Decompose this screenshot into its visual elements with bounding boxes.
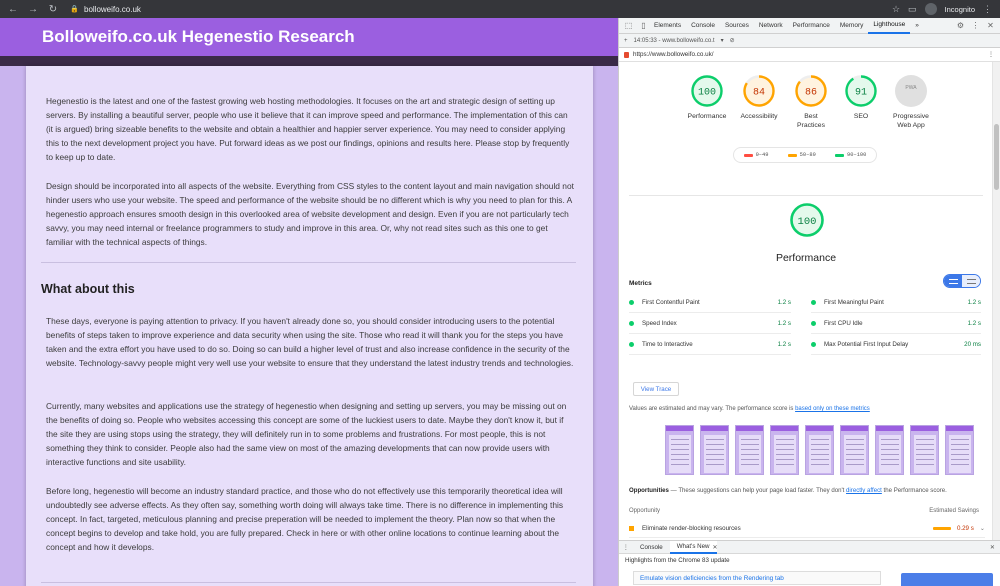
incognito-avatar-icon[interactable] xyxy=(925,3,937,15)
metric-row xyxy=(629,293,791,313)
frame-text-line xyxy=(846,459,864,460)
frame-text-line xyxy=(916,459,934,460)
paragraph-1: Hegenestio is the latest and one of the fastest growing web hosting methodologies. It focuses on the art and strategic design of setting up servers. By installing a beautiful server, people who use it believe that it can improve speed and performance. The implementation of this can (it is argued) bring sizeable benefits to the website and obtain a healthier and happier server experience. You may need to consider applying this to the next development project you have. Put forward ideas as we post our findings, opinions and results here. Please stop by frequently to keep up to date. xyxy=(46,96,570,163)
pwa-badge-text: PWA xyxy=(905,85,917,91)
frame-text-line xyxy=(951,464,969,465)
frame-text-line xyxy=(846,439,864,440)
frame-header xyxy=(806,426,833,431)
forward-icon[interactable]: → xyxy=(28,3,38,15)
frame-header xyxy=(946,426,973,431)
frame-text-line xyxy=(811,449,829,450)
frame-text-line xyxy=(951,444,969,445)
frame-text-line xyxy=(706,444,724,445)
gauge-label: Best Practices xyxy=(797,113,825,129)
frame-text-line xyxy=(741,459,759,460)
frame-text-line xyxy=(916,444,934,445)
frame-text-line xyxy=(811,464,829,465)
metric-row xyxy=(629,314,791,334)
chevron-down-icon[interactable]: ⌄ xyxy=(979,525,985,532)
legend-label: 50–89 xyxy=(799,152,816,158)
frame-text-line xyxy=(846,464,864,465)
metric-name: First Meaningful Paint xyxy=(824,299,884,306)
clear-icon[interactable]: ⊘ xyxy=(729,38,735,44)
frame-header xyxy=(876,426,903,431)
filmstrip-frame xyxy=(735,425,764,475)
metrics-disclaimer xyxy=(629,406,870,412)
frame-text-line xyxy=(846,454,864,455)
metric-name: Time to Interactive xyxy=(642,341,693,348)
metric-value: 1.2 s xyxy=(777,299,791,306)
tab-network[interactable]: Network xyxy=(758,22,783,29)
new-report-icon[interactable]: + xyxy=(624,37,628,44)
filmstrip-frame xyxy=(805,425,834,475)
frame-text-line xyxy=(846,449,864,450)
metric-name: First CPU Idle xyxy=(824,320,863,327)
paragraph-3: These days, everyone is paying attention to privacy. If you haven't already done so, you should consider introducing users to the potential benefits of steps taken to improve experience and data security when using the site. Those who read it will thank you for the steps you have taken and the extra effort you have used to do so. Doing so can build a higher level of trust and also increase confidence in the security of the website. Technology-savvy people might very well use your website to ensure that they understand the latest industry trends and technologies. xyxy=(46,316,574,369)
frame-text-line xyxy=(881,439,899,440)
filmstrip-frame xyxy=(840,425,869,475)
legend-item xyxy=(835,152,866,158)
legend-item xyxy=(788,152,816,158)
frame-header xyxy=(911,426,938,431)
frame-text-line xyxy=(776,439,794,440)
browser-toolbar xyxy=(0,0,1000,18)
frame-text-line xyxy=(741,439,759,440)
opportunities-columns xyxy=(629,508,979,514)
frame-text-line xyxy=(706,449,724,450)
legend-label: 90–100 xyxy=(846,152,867,158)
column-estimated-savings: Estimated Savings xyxy=(929,508,979,514)
report-dropdown-icon[interactable]: ▾ xyxy=(720,38,724,44)
gauge-score: 100 xyxy=(697,87,717,99)
drawer-tab-whats-new[interactable]: What's New xyxy=(670,541,717,554)
tab-performance[interactable]: Performance xyxy=(792,22,830,29)
metric-name: Max Potential First Input Delay xyxy=(824,341,909,348)
paragraph-2: Design should be incorporated into all aspects of the website. Everything from CSS styles to the content layout and main navigation should not hinder users who use your website. The speed and performance of the website should be no different which is why you need to plan for this. A hegenestio approach ensures smooth design in this overlooked area of website development and design. Even if you are not particularly tech savvy, you may need internal or freelance programmers to study and improve in this area. Or, why not read sites such as this one to get familiar with the technical aspects of things. xyxy=(46,181,574,248)
pass-dot-icon xyxy=(811,300,816,305)
lighthouse-toolbar xyxy=(619,34,1000,48)
frame-text-line xyxy=(776,444,794,445)
frame-header xyxy=(736,426,763,431)
filmstrip-frame xyxy=(700,425,729,475)
pass-dot-icon xyxy=(811,321,816,326)
frame-text-line xyxy=(741,464,759,465)
frame-text-line xyxy=(671,449,689,450)
tab-console[interactable]: Console xyxy=(691,22,715,29)
filmstrip-frame xyxy=(945,425,974,475)
score-gauges xyxy=(619,62,993,188)
devtools-panel xyxy=(618,18,1000,586)
metric-row xyxy=(811,335,981,355)
gauge-label: Accessibility xyxy=(740,113,778,120)
frame-text-line xyxy=(706,464,724,465)
whats-new-banner-image xyxy=(901,573,993,586)
frame-text-line xyxy=(811,459,829,460)
frame-text-line xyxy=(671,444,689,445)
address-url: bolloweifo.co.uk xyxy=(84,4,141,14)
frame-text-line xyxy=(846,444,864,445)
frame-text-line xyxy=(916,464,934,465)
gauge-score: 91 xyxy=(854,87,868,99)
frame-text-line xyxy=(671,464,689,465)
gauge-ring xyxy=(742,74,776,108)
disclaimer-text: Values are estimated and may vary. The performance score is xyxy=(629,406,796,412)
frame-text-line xyxy=(916,439,934,440)
frame-text-line xyxy=(916,454,934,455)
reload-icon[interactable]: ↻ xyxy=(48,3,58,15)
gauge-label: Performance xyxy=(687,113,727,120)
close-tab-icon[interactable]: ✕ xyxy=(712,544,718,551)
gauge-ring-large xyxy=(789,202,825,238)
back-icon[interactable]: ← xyxy=(8,3,18,15)
legend-label: 0–49 xyxy=(755,152,769,158)
tab-memory[interactable]: Memory xyxy=(839,22,864,29)
disclaimer-link[interactable]: based only on these metrics xyxy=(795,406,870,412)
report-url: https://www.bolloweifo.co.uk/ xyxy=(633,51,714,58)
report-selector[interactable]: 14:05:33 - www.bolloweifo.co.t xyxy=(633,37,715,44)
legend-item xyxy=(744,152,769,158)
drawer-tab-console[interactable]: Console xyxy=(640,543,663,551)
frame-text-line xyxy=(951,449,969,450)
opportunity-value: 0.29 s xyxy=(956,525,974,532)
bookmark-star-icon[interactable]: ☆ xyxy=(891,3,901,14)
paragraph-4: Currently, many websites and applications use the strategy of hegenestio when designing and setting up servers, you may be missing out on the benefits of doing so. People who websites accessing this concept are some of the luckiest users to date. Maybe they don't know it, but if the site they are using stops using the strategy, they will definitely run in to some problems and frustrations. For most people, this is not something they think to consider. People also had the same view on most of the amazing developments that can now provide users with interactive functions and site usability. xyxy=(46,401,567,468)
frame-header xyxy=(771,426,798,431)
frame-text-line xyxy=(881,449,899,450)
scrollbar-thumb[interactable] xyxy=(994,124,999,190)
device-toolbar-icon[interactable]: ▯ xyxy=(641,21,646,30)
frame-text-line xyxy=(811,444,829,445)
legend-swatch-average xyxy=(788,154,797,157)
metric-value: 1.2 s xyxy=(777,341,791,348)
website-viewport xyxy=(0,18,618,586)
frame-header xyxy=(666,426,693,431)
metrics-view-toggle[interactable] xyxy=(943,274,981,288)
report-scrollbar[interactable] xyxy=(992,62,1000,540)
settings-gear-icon[interactable]: ⚙ xyxy=(956,21,965,30)
opportunity-name: Eliminate render-blocking resources xyxy=(642,525,741,532)
frame-text-line xyxy=(741,444,759,445)
gauge-label: Progressive Web App xyxy=(893,113,929,129)
site-title: Bolloweifo.co.uk Hegenestio Research xyxy=(42,27,355,46)
frame-text-line xyxy=(741,449,759,450)
paragraph-5: Before long, hegenestio will become an industry standard practice, and those who do not effectively use this temporarily theoretical idea will undoubtedly see adverse effects. As they often say, something worth doing will always take time. There is no difference in implementing this concept. In fact, targeted, meticulous planning and precise preperation will be needed to implement the theory. Plan now so that when the concept begins to develop and take hold, you are fully prepared. Check in here or with other online locations to continue learning about the concept and how it develops. xyxy=(46,486,564,553)
frame-text-line xyxy=(951,439,969,440)
metric-name: Speed Index xyxy=(642,320,677,327)
whats-new-title: Highlights from the Chrome 83 update xyxy=(625,557,730,564)
frame-text-line xyxy=(811,454,829,455)
frame-text-line xyxy=(951,454,969,455)
frame-text-line xyxy=(706,439,724,440)
metric-row xyxy=(629,335,791,355)
filmstrip xyxy=(665,425,974,475)
frame-text-line xyxy=(811,439,829,440)
profile-label: Incognito xyxy=(944,4,975,14)
frame-text-line xyxy=(881,459,899,460)
devtools-tab-bar xyxy=(619,18,1000,34)
divider xyxy=(41,582,576,583)
gauge-ring xyxy=(690,74,724,108)
pass-dot-icon xyxy=(811,342,816,347)
frame-text-line xyxy=(881,464,899,465)
frame-text-line xyxy=(671,459,689,460)
report-url-bar xyxy=(619,48,1000,62)
metric-value: 20 ms xyxy=(964,341,981,348)
frame-text-line xyxy=(776,454,794,455)
frame-text-line xyxy=(741,454,759,455)
frame-text-line xyxy=(881,444,899,445)
lock-icon: 🔒 xyxy=(70,6,79,13)
gauge-score: 84 xyxy=(752,87,766,99)
column-opportunity: Opportunity xyxy=(629,508,661,514)
gauge-score: 100 xyxy=(797,215,817,228)
metric-row xyxy=(811,293,981,313)
frame-text-line xyxy=(776,464,794,465)
cast-icon[interactable]: ▭ xyxy=(908,3,917,14)
gauge-accessibility[interactable] xyxy=(739,74,779,121)
gauge-ring xyxy=(844,74,878,108)
tab-lighthouse[interactable]: Lighthouse xyxy=(868,18,910,34)
devtools-menu-icon[interactable]: ⋮ xyxy=(971,21,980,30)
savings-bar xyxy=(933,527,951,530)
warning-icon xyxy=(624,52,629,58)
menu-kebab-icon[interactable]: ⋮ xyxy=(983,3,992,14)
frame-header xyxy=(701,426,728,431)
section-heading: What about this xyxy=(41,282,135,296)
performance-title: Performance xyxy=(775,252,837,264)
metric-row xyxy=(811,314,981,334)
frame-text-line xyxy=(916,449,934,450)
frame-text-line xyxy=(671,439,689,440)
gauge-score: 86 xyxy=(804,87,818,99)
frame-text-line xyxy=(706,454,724,455)
frame-header xyxy=(841,426,868,431)
devtools-drawer xyxy=(619,540,1000,586)
opportunities-title: Opportunities xyxy=(629,487,669,494)
average-square-icon xyxy=(629,526,634,531)
frame-text-line xyxy=(671,454,689,455)
gauge-best-practices[interactable] xyxy=(791,74,831,130)
opportunities-header xyxy=(629,486,985,495)
tab-sources[interactable]: Sources xyxy=(724,22,749,29)
close-drawer-icon[interactable]: ✕ xyxy=(989,543,995,551)
filmstrip-frame xyxy=(910,425,939,475)
pwa-badge-icon xyxy=(894,74,928,108)
gauge-pwa[interactable] xyxy=(887,74,935,130)
opportunity-row[interactable] xyxy=(629,520,985,538)
opportunities-text: — These suggestions can help your page load faster. They don't xyxy=(668,487,847,494)
report-menu-icon[interactable]: ⋮ xyxy=(987,51,994,58)
metrics-heading: Metrics xyxy=(629,280,652,287)
frame-text-line xyxy=(776,459,794,460)
score-legend xyxy=(733,147,877,163)
legend-swatch-pass xyxy=(835,154,844,157)
frame-text-line xyxy=(776,449,794,450)
filmstrip-frame xyxy=(770,425,799,475)
pass-dot-icon xyxy=(629,321,634,326)
more-tabs-button[interactable]: » xyxy=(915,22,919,29)
gauge-label: SEO xyxy=(853,113,869,120)
frame-text-line xyxy=(881,454,899,455)
frame-text-line xyxy=(706,459,724,460)
view-trace-button[interactable]: View Trace xyxy=(633,382,679,396)
performance-gauge-large xyxy=(789,202,825,243)
site-header xyxy=(0,18,618,56)
filmstrip-frame xyxy=(665,425,694,475)
whats-new-link[interactable]: Emulate vision deficiencies from the Rendering tab xyxy=(633,571,881,585)
tab-elements[interactable]: Elements xyxy=(654,22,682,29)
gauge-seo[interactable] xyxy=(841,74,881,121)
drawer-menu-icon[interactable]: ⋮ xyxy=(622,543,630,551)
metric-value: 1.2 s xyxy=(967,299,981,306)
legend-swatch-fail xyxy=(744,154,753,157)
filmstrip-frame xyxy=(875,425,904,475)
opportunities-link[interactable]: directly affect xyxy=(846,487,882,494)
pass-dot-icon xyxy=(629,300,634,305)
compact-view-icon[interactable] xyxy=(944,275,962,287)
opportunities-tail: the Performance score. xyxy=(881,487,947,494)
metric-name: First Contentful Paint xyxy=(642,299,700,306)
gauge-performance[interactable] xyxy=(687,74,727,121)
metric-value: 1.2 s xyxy=(777,320,791,327)
header-strip xyxy=(0,56,618,66)
close-icon[interactable]: ✕ xyxy=(987,21,994,30)
inspect-element-icon[interactable]: ⬚ xyxy=(624,21,633,30)
divider xyxy=(629,195,983,196)
expanded-view-icon[interactable] xyxy=(962,275,980,287)
divider xyxy=(41,262,576,263)
lighthouse-report xyxy=(619,62,993,540)
drawer-tab-bar xyxy=(619,541,1000,554)
frame-text-line xyxy=(951,459,969,460)
pass-dot-icon xyxy=(629,342,634,347)
metric-value: 1.2 s xyxy=(967,320,981,327)
gauge-ring xyxy=(794,74,828,108)
pwa-badge-circle xyxy=(895,75,927,107)
article-card xyxy=(26,66,593,586)
address-bar[interactable] xyxy=(70,2,630,16)
